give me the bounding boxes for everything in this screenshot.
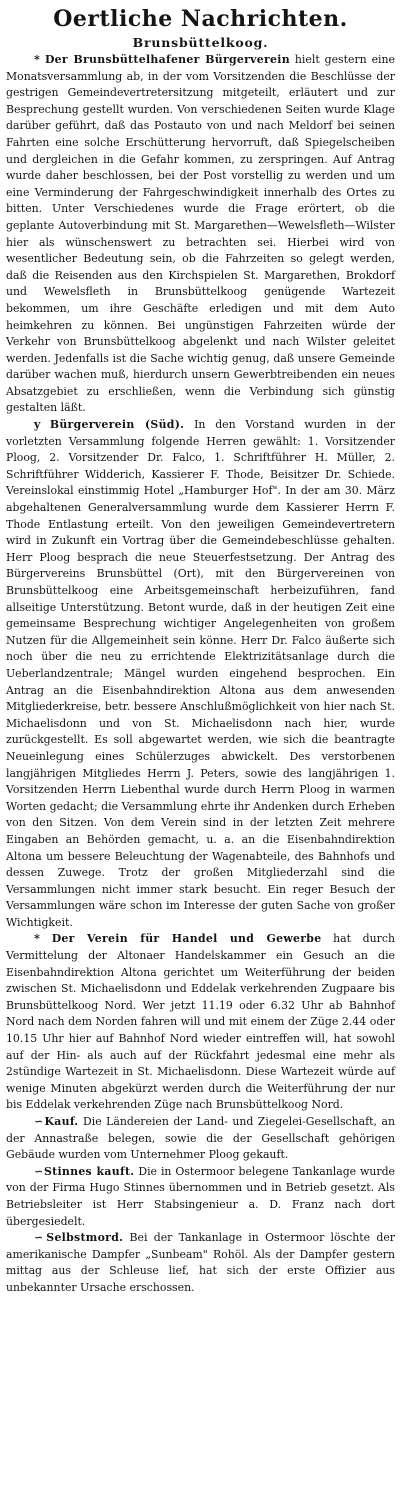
place-heading: Brunsbüttelkoog. xyxy=(132,35,269,50)
article-marker: ∽ xyxy=(34,1115,44,1128)
article-marker: ∽ xyxy=(34,1164,44,1178)
article-buergerverein-hafen xyxy=(6,52,395,417)
article-marker: * xyxy=(34,932,40,946)
article-body: Die Ländereien der Land- und Ziegelei-Gesellschaft, an der Annastraße belegen, sowie die der Gesellschaft gehörigen Gebäude wurden vom Unternehmer Ploog gekauft. xyxy=(6,1115,395,1162)
article-lead: Der Brunsbüttelhafener Bürgerverein xyxy=(44,53,290,66)
article-body: Die in Ostermoor belegene Tankanlage wurde von der Firma Hugo Stinnes übernommen und in Betrieb gesetzt. Als Betriebsleiter ist Herr Stabsingenieur a. D. Franz nach dort übergesiedelt. xyxy=(6,1164,396,1228)
article-handel-gewerbe xyxy=(6,931,395,1114)
article-body: hielt gestern eine Monatsversammlung ab, in der vom Vorsitzenden die Beschlüsse der gestrigen Gemeindevertretersitzung mitgeteilt, erläutert und zur Besprechung gestellt wurden. Von verschiedenen Seiten wurde Klage darüber geführt, daß das Postauto von und nach Meldorf bei seinen Fahrten eine solche Erschütterung hervorruft, daß Spiegelscheiben und dergleichen in die Gefahr kommen, zu zerspringen. Auf Antrag wurde daher beschlossen, bei der Post vorstellig zu werden und um eine Verminderung der Fahrgeschwindigkeit innerhalb des Ortes zu bitten. Unter Verschiedenes wurde die Frage erörtert, ob die geplante Autoverbindung mit St. Margarethen—Wewelsfleth—Wilster hier als wünschenswert zu betrachten sei. Hierbei wird von wesentlicher Bedeutung sein, ob die Fahrzeiten so gelegt werden, daß die Reisenden aus den Kirchspielen St. Margarethen, Brokdorf und Wewelsfleth in Brunsbüttelkoog genügende Wartezeit bekommen, um ihre Geschäfte erledigen und mit dem Auto heimkehren zu können. Bei ungünstigen Fahrzeiten würde der Verkehr von Brunsbüttelkoog abgelenkt und nach Wilster geleitet werden. Jedenfalls ist die Sache wichtig genug, daß unsere Gemeinde darüber wachen muß, hierdurch unsern Gewerbtreibenden ein neues Absatzgebiet zu erschließen, wenn die Verbindung sich günstig gestalten läßt. xyxy=(6,53,395,415)
article-lead: Bürgerverein (Süd). xyxy=(49,418,185,432)
article-marker: ∽ xyxy=(34,1231,44,1245)
article-body: hat durch Vermittelung der Altonaer Handelskammer ein Gesuch an die Eisenbahndirektion Altona gerichtet um Weiterführung der beiden zwischen St. Michaelisdonn und Eddelak verkehrenden Zugpaare bis Brunsbüttelkoog Nord. Wer jetzt 11.19 oder 6.32 Uhr ab Bahnhof Nord nach dem Norden fahren will und mit einem der Züge 2.44 oder 10.15 Uhr hier auf Bahnhof Nord wieder eintreffen will, hat sowohl auf der Hin- als auch auf der Rückfahrt jedesmal eine mehr als 2stündige Wartezeit in St. Michaelisdonn. Diese Wartezeit würde auf wenige Minuten abgekürzt werden durch die Weiterführung der nur bis Eddelak verkehrenden Züge nach Brunsbüttelkoog Nord. xyxy=(6,932,395,1112)
article-marker: y xyxy=(34,418,41,432)
article-lead: Der Verein für Handel und Gewerbe xyxy=(51,932,322,946)
article-body: Bei der Tankanlage in Ostermoor löschte der amerikanische Dampfer „Sunbeam" Rohöl. Als der Dampfer gestern mittag aus der Schleuse lief, hat sich der erste Offizier aus unbekannter Ursache erschossen. xyxy=(6,1231,396,1294)
article-marker: * xyxy=(34,53,40,66)
article-lead: Stinnes kauft. xyxy=(43,1164,135,1178)
article-lead: Kauf. xyxy=(44,1115,79,1128)
headline: Oertliche Nachrichten. xyxy=(53,6,348,32)
article-kauf xyxy=(6,1114,395,1164)
article-buergerverein-sued xyxy=(6,417,395,931)
article-selbstmord xyxy=(6,1230,395,1296)
article-lead: Selbstmord. xyxy=(46,1231,124,1245)
article-stinnes xyxy=(6,1164,395,1230)
article-body: In den Vorstand wurden in der vorletzten Versammlung folgende Herren gewählt: 1. Vorsitzender Ploog, 2. Vorsitzender Dr. Falco, 1. Schriftführer H. Müller, 2. Schriftführer Widderich, Kassierer F. Thode, Beisitzer Dr. Schiede. Vereinslokal einstimmig Hotel „Hamburger Hof". In der am 30. März abgehaltenen Generalversammlung wurde dem Kassierer Herrn F. Thode Entlastung erteilt. Von den jeweiligen Gemeindevertretern wird in Zukunft ein Vortrag über die Gemeindebeschlüsse gehalten. Herr Ploog besprach die neue Steuerfestsetzung. Der Antrag des Bürgervereins Brunsbüttel (Ort), mit den Bürgervereinen von Brunsbüttelkoog eine Arbeitsgemeinschaft herbeizuführen, fand allseitige Unterstützung. Betont wurde, daß in der heutigen Zeit eine gemeinsame Besprechung wichtiger Angelegenheiten von großem Nutzen für die Allgemeinheit sein könne. Herr Dr. Falco äußerte sich noch über die neu zu errichtende Elektrizitätsanlage durch die Ueberlandzentrale; Mängel wurden eingehend besprochen. Ein Antrag an die Eisenbahndirektion Altona aus dem anwesenden Mitgliederkreise, betr. bessere Anschlußmöglichkeit von hier nach St. Michaelisdonn und von St. Michaelisdonn nach hier, wurde zurückgestellt. Es soll abgewartet werden, wie sich die beantragte Neueinlegung eines Schülerzuges abwickelt. Des verstorbenen langjährigen Mitgliedes Herrn J. Peters, sowie des langjährigen 1. Vorsitzenden Herrn Liebenthal wurde durch Herrn Ploog in warmen Worten gedacht; die Versammlung ehrte ihr Andenken durch Erheben von den Sitzen. Von dem Verein sind in der letzten Zeit mehrere Eingaben an Behörden gemacht, u. a. an die Eisenbahndirektion Altona um bessere Beleuchtung der Wagenabteile, des Bahnhofs und dessen Zuwege. Trotz der großen Mitgliederzahl sind die Versammlungen nicht immer stark besucht. Ein reger Besuch der Versammlungen wäre schon im Interesse der guten Sache von großer Wichtigkeit. xyxy=(6,418,395,929)
